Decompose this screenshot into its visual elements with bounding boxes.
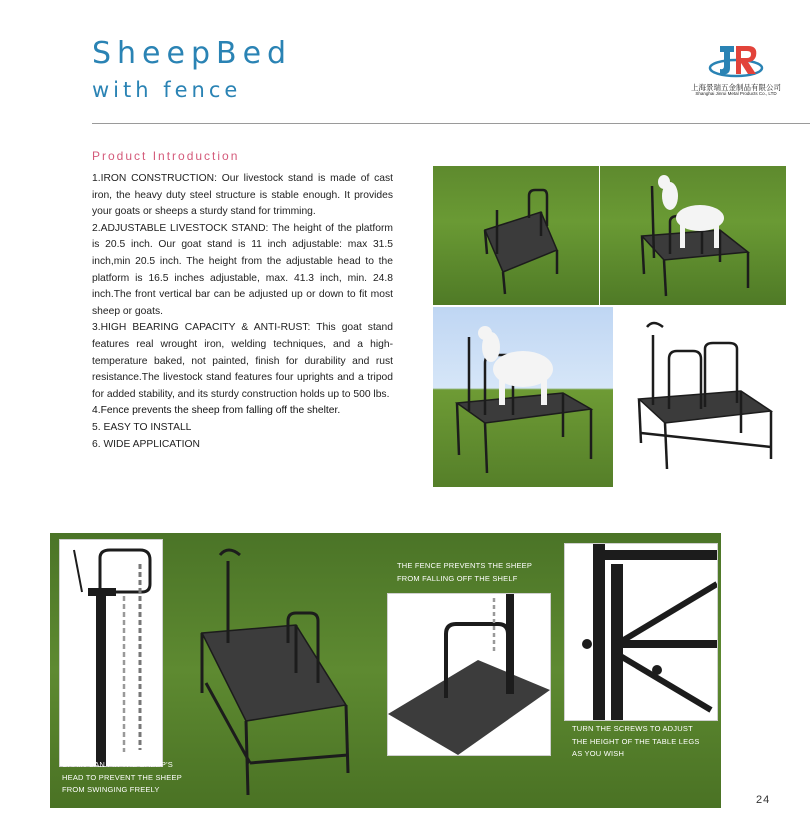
caption-screws-line-1: TURN THE SCREWS TO ADJUST [572, 724, 693, 733]
caption-chain [62, 759, 182, 797]
caption-fence-line-2: FROM FALLING OFF THE SHELF [397, 573, 518, 583]
product-description [92, 171, 393, 453]
paragraph-install: 5. EASY TO INSTALL [92, 421, 192, 433]
paragraph-application: 6. WIDE APPLICATION [92, 438, 200, 450]
photo-stand-on-grass [433, 166, 599, 305]
detail-panel [50, 533, 721, 808]
photo-goat-on-stand [600, 166, 786, 305]
header-divider [92, 123, 810, 124]
caption-screws-line-3: AS YOU WISH [572, 749, 625, 758]
caption-screws [572, 723, 700, 761]
paragraph-adjustable: 2.ADJUSTABLE LIVESTOCK STAND: The height of the platform is 20.5 inch. Our goat stand is 11 inch adjustable: max 31.5 inch,min 20.5 inch. The height from the adjustable head to the platform is 16.5 inches adjustable, max. 41.3 inch, min. 24.8 inch.The front vertical bar can be adjusted up or down to fit most sheep or goats. [92, 222, 393, 317]
photo-goat-in-field [433, 307, 613, 487]
paragraph-iron: 1.IRON CONSTRUCTION: Our livestock stand is made of cast iron, the heavy duty steel structure is stable enough. It provides your goats or sheeps a sturdy stand for trimming. [92, 173, 393, 218]
caption-fence-line-1: THE FENCE PREVENTS THE SHEEP [397, 561, 533, 570]
caption-chain-line-1: CHAIN CAN FIX THE SHEEP'S [62, 760, 173, 769]
logo-text-en: Shanghai Jinrui Metal Products Co., LTD [695, 91, 777, 96]
page-number: 24 [756, 794, 771, 806]
photo-stand-white-background [613, 307, 793, 487]
caption-screws-line-2: THE HEIGHT OF THE TABLE LEGS [572, 736, 700, 746]
paragraph-bearing: 3.HIGH BEARING CAPACITY & ANTI-RUST: This goat stand features real wrought iron, welding techniques, and a high-temperature baked, not painted, finish for durability and rust resistance.The livestock stand features four uprights and a tripod for added stability, and its sturdy construction holds up to 500 lbs. [92, 322, 393, 400]
company-logo [690, 38, 782, 102]
caption-fence [397, 560, 532, 585]
jr-logo-icon [690, 38, 782, 82]
page-subtitle: with fence [92, 78, 242, 102]
inset-chain-detail [59, 539, 163, 767]
inset-fence-detail [387, 593, 551, 756]
caption-chain-line-2: HEAD TO PREVENT THE SHEEP [62, 772, 182, 782]
page-title: SheepBed [92, 36, 293, 71]
inset-leg-screw-detail [564, 543, 718, 721]
section-heading: Product Introduction [92, 149, 240, 163]
paragraph-fence: 4.Fence prevents the sheep from falling off the shelter. [92, 405, 341, 417]
logo-text-cn: 上海景瑞五金制品有限公司 [691, 83, 781, 92]
caption-chain-line-3: FROM SWINGING FREELY [62, 785, 160, 794]
